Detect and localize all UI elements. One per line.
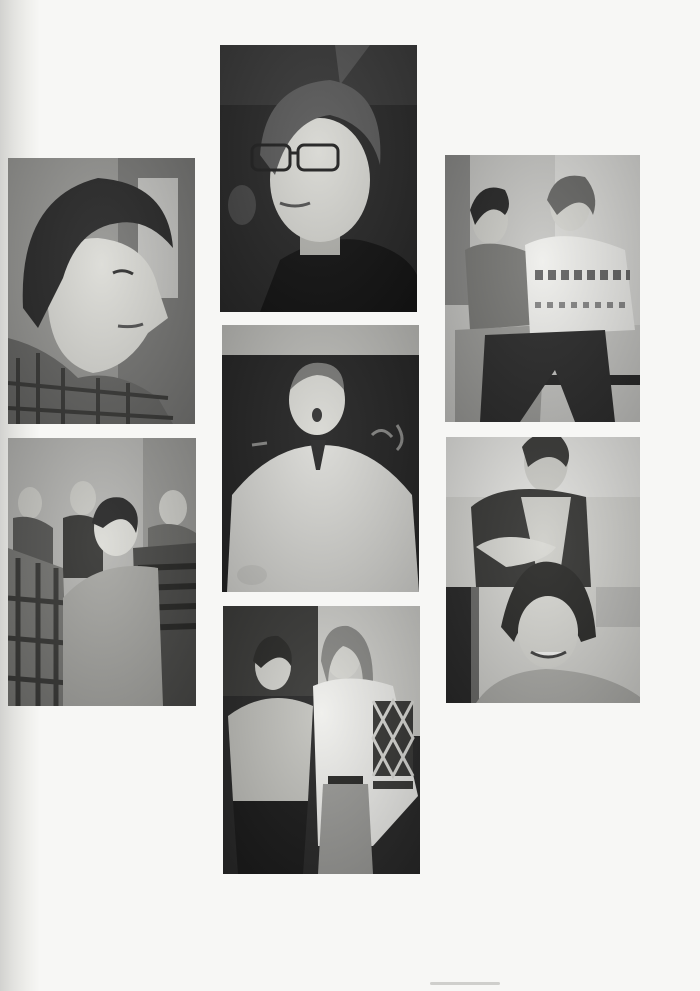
photo-student-profile	[8, 158, 195, 424]
photo-two-seated-students	[445, 155, 640, 422]
photo-man-with-glasses	[220, 45, 417, 312]
photo-students-in-group	[8, 438, 196, 706]
photo-two-students-smiling	[446, 437, 640, 703]
photo-teacher-lecturing	[222, 325, 419, 592]
photo-two-standing-students	[223, 606, 420, 874]
page-smudge	[430, 982, 500, 985]
